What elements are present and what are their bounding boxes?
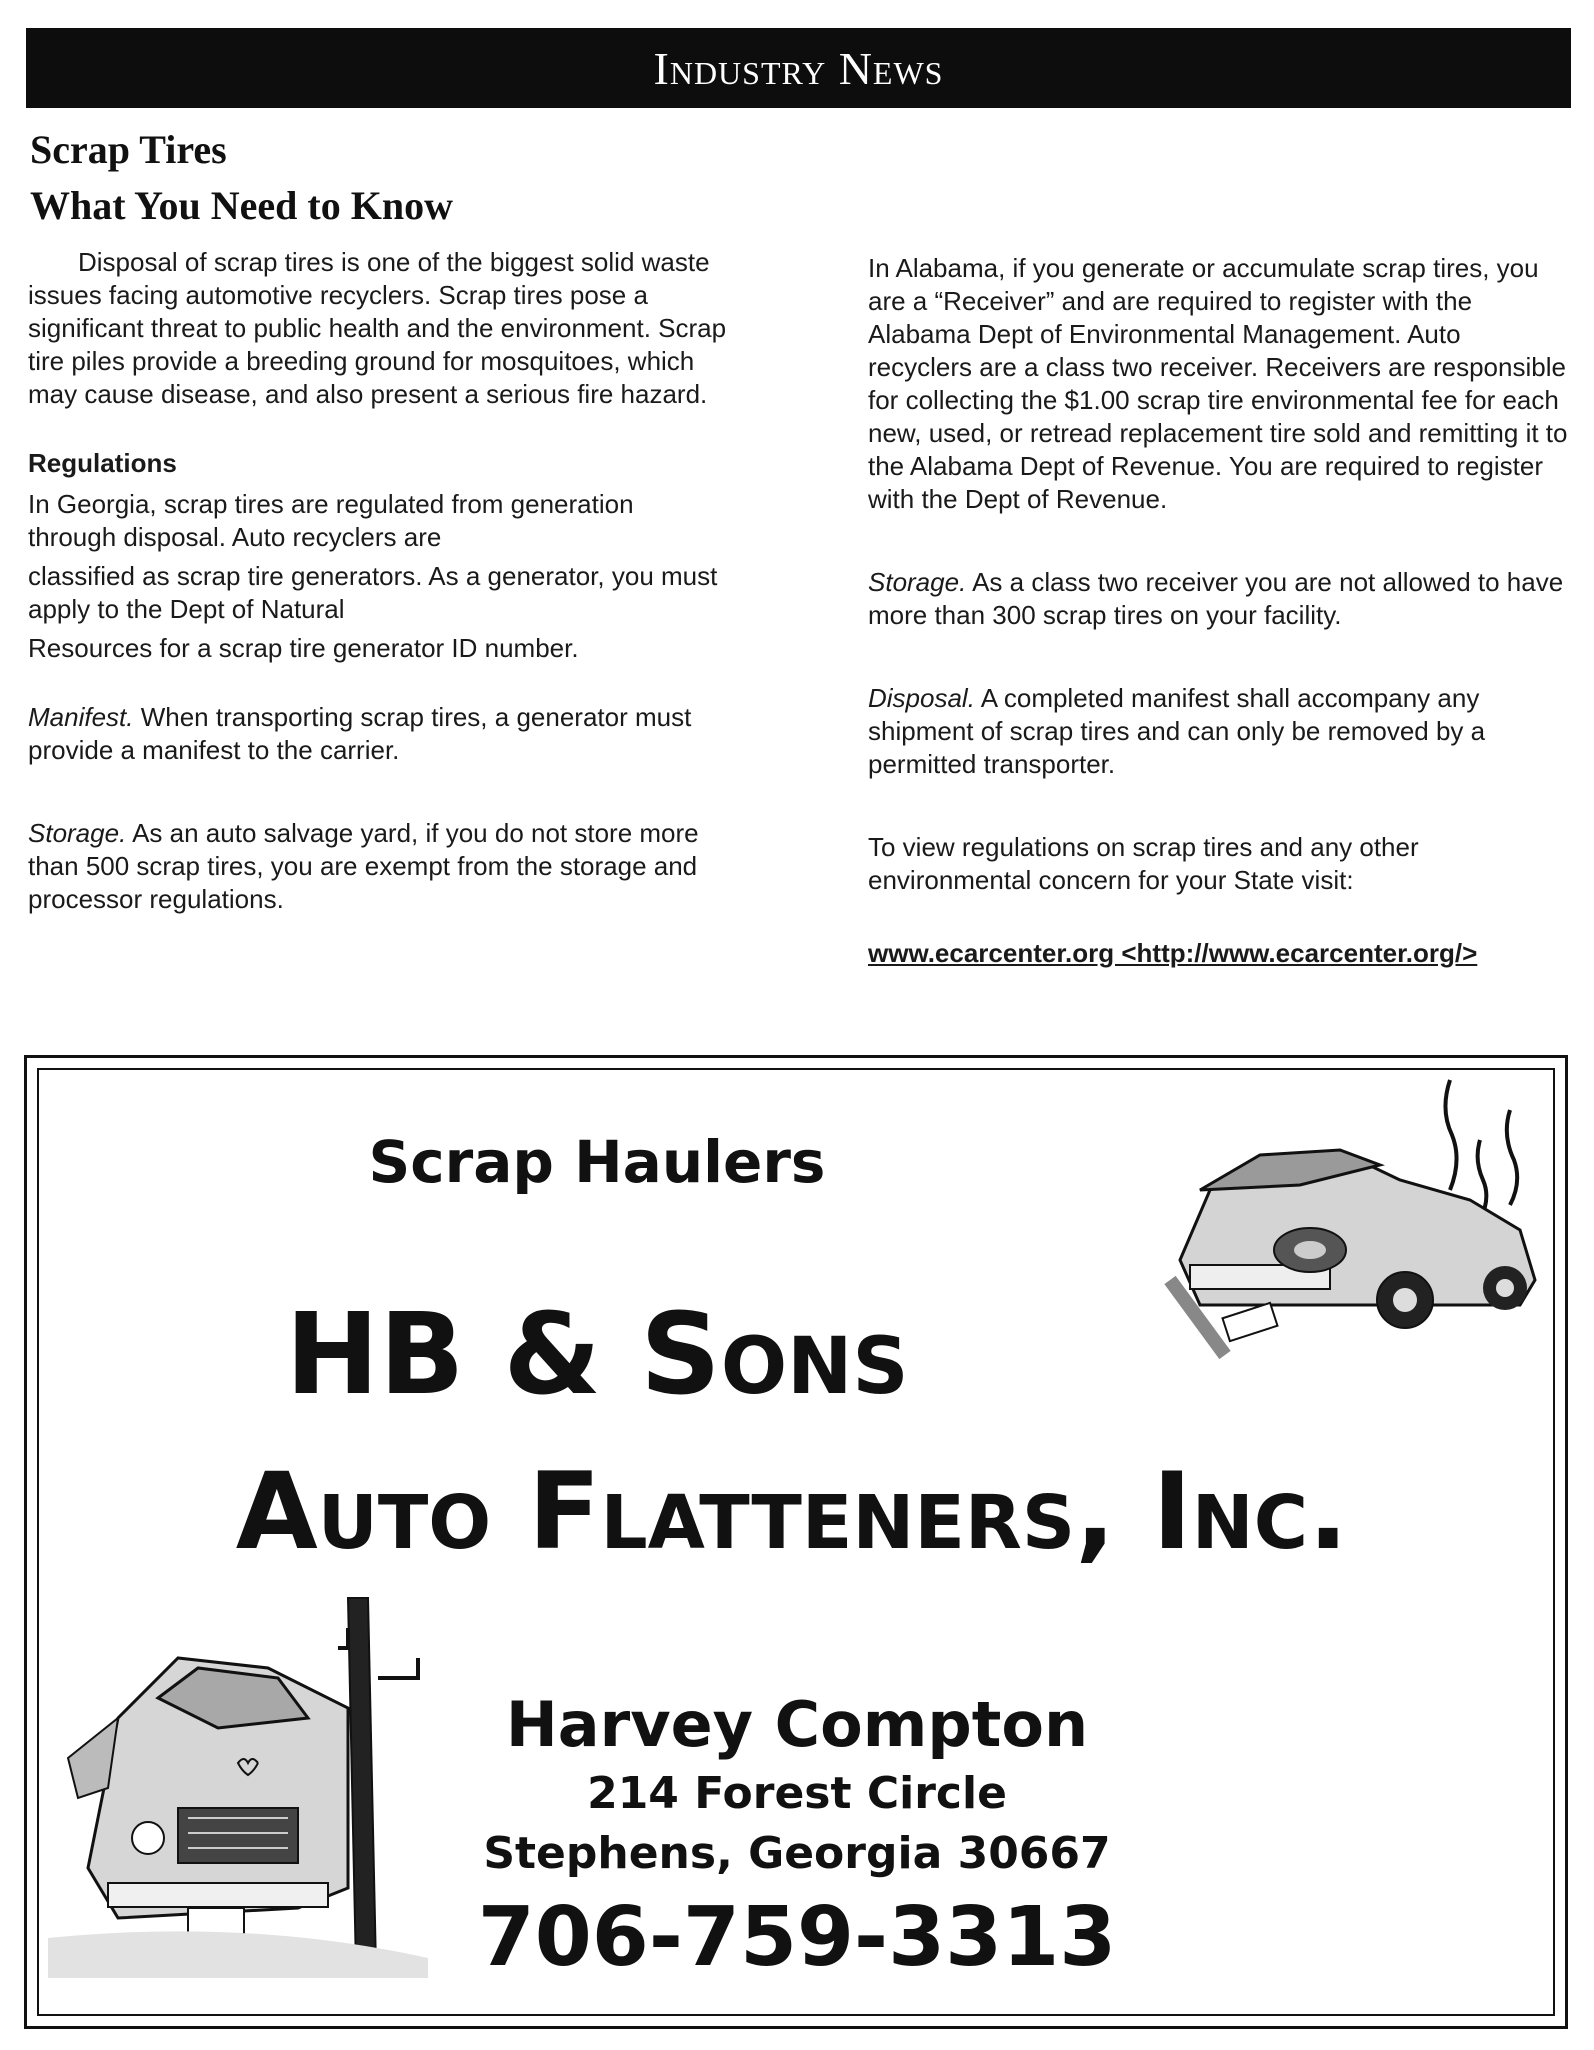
manifest-label: Manifest. bbox=[28, 702, 134, 732]
manifest-text: When transporting scrap tires, a generator must provide a manifest to the carrier. bbox=[28, 702, 692, 765]
intro-paragraph: Disposal of scrap tires is one of the biggest solid waste issues facing automotive recyclers. Scrap tires pose a significant threat to public health and the environment. Scrap tire piles provide a breeding ground for mosquitoes, which may cause disease, and also present a serious fire hazard. bbox=[28, 247, 727, 409]
ad-phone-number: 706-759-3313 bbox=[477, 1890, 1117, 1985]
disposal-label: Disposal. bbox=[868, 683, 975, 713]
alabama-storage-paragraph bbox=[868, 566, 1568, 632]
view-paragraph: To view regulations on scrap tires and any other environmental concern for your State visit: bbox=[868, 832, 1419, 895]
ecarcenter-link[interactable]: www.ecarcenter.org <http://www.ecarcenter.org/> bbox=[868, 938, 1478, 968]
alabama-storage-label: Storage. bbox=[868, 567, 967, 597]
section-banner bbox=[26, 28, 1571, 108]
alabama-storage-text: As a class two receiver you are not allowed to have more than 300 scrap tires on your facility. bbox=[868, 567, 1564, 630]
ad-company-line2: Auto Flatteners, Inc. bbox=[235, 1450, 1349, 1573]
alabama-paragraph: In Alabama, if you generate or accumulate scrap tires, you are a “Receiver” and are required to register with the Alabama Dept of Environmental Management. Auto recyclers are a class two receiver. Receivers are responsible for collecting the $1.00 scrap tire environmental fee for each new, used, or retread replacement tire sold and remitting it to the Alabama Dept of Revenue. You are required to register with the Dept of Revenue. bbox=[868, 253, 1568, 514]
disposal-paragraph bbox=[868, 682, 1568, 781]
ad-contact-name: Harvey Compton bbox=[505, 1688, 1089, 1761]
manifest-paragraph bbox=[28, 701, 728, 767]
right-column bbox=[868, 252, 1568, 970]
storage-label: Storage. bbox=[28, 818, 127, 848]
left-column bbox=[28, 246, 728, 916]
car-crashed-into-pole-illustration bbox=[48, 1588, 448, 1978]
ad-tagline: Scrap Haulers bbox=[368, 1128, 826, 1196]
ad-street-address: 214 Forest Circle bbox=[587, 1768, 1007, 1819]
disposal-text: A completed manifest shall accompany any shipment of scrap tires and can only be removed by a permitted transporter. bbox=[868, 683, 1486, 779]
article-title-line2: What You Need to Know bbox=[30, 183, 453, 228]
georgia-paragraph-3: Resources for a scrap tire generator ID number. bbox=[28, 633, 579, 663]
article-title-line1: Scrap Tires bbox=[30, 127, 227, 172]
regulations-heading: Regulations bbox=[28, 448, 177, 478]
ad-company-line1: HB & Sons bbox=[285, 1290, 909, 1420]
storage-paragraph bbox=[28, 817, 728, 916]
georgia-paragraph-1: In Georgia, scrap tires are regulated from generation through disposal. Auto recyclers are bbox=[28, 489, 634, 552]
section-title: Industry News bbox=[653, 42, 944, 94]
ad-city-state-zip: Stephens, Georgia 30667 bbox=[483, 1828, 1111, 1879]
crushed-car-illustration bbox=[1140, 1070, 1560, 1360]
georgia-paragraph-2: classified as scrap tire generators. As a generator, you must apply to the Dept of Natural bbox=[28, 561, 718, 624]
storage-text: As an auto salvage yard, if you do not store more than 500 scrap tires, you are exempt from the storage and processor regulations. bbox=[28, 818, 699, 914]
